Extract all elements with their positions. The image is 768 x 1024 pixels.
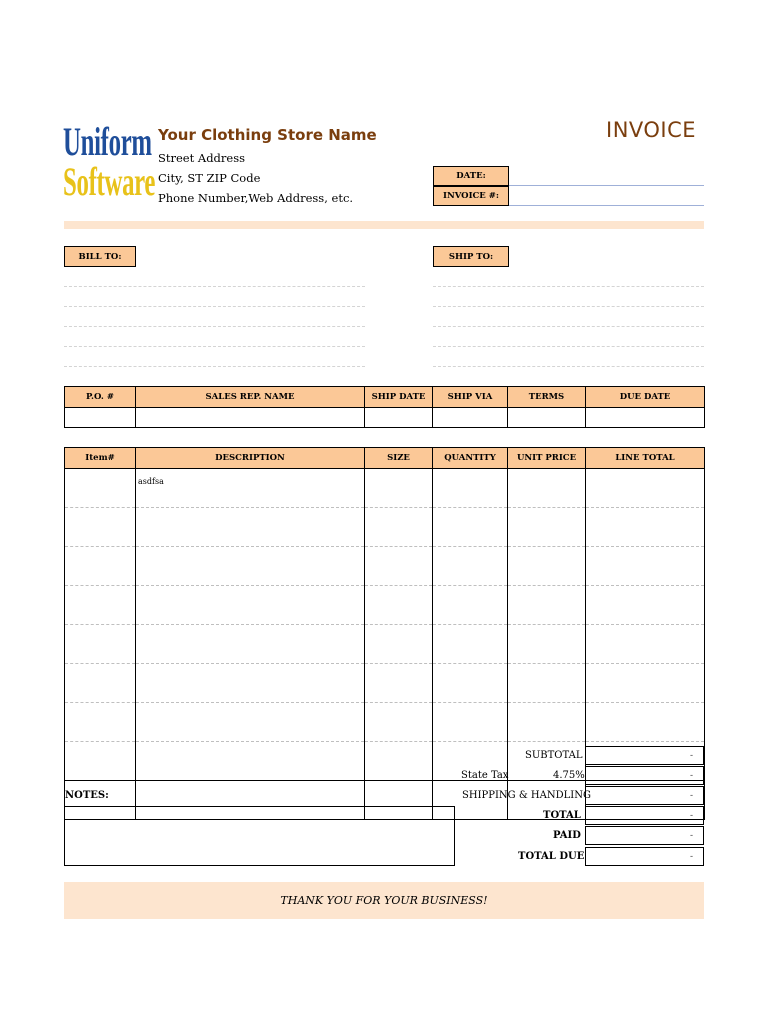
header-quantity: QUANTITY [433, 448, 508, 469]
quantity-cell[interactable] [433, 469, 508, 508]
bill-to-line-4[interactable] [64, 346, 365, 347]
header-description: DESCRIPTION [136, 448, 365, 469]
item-number-cell[interactable] [65, 586, 136, 625]
subtotal-value: - [585, 746, 704, 765]
line-total-cell[interactable] [586, 586, 705, 625]
size-cell[interactable] [365, 742, 433, 781]
size-cell[interactable] [365, 703, 433, 742]
quantity-cell[interactable] [433, 625, 508, 664]
line-total-cell[interactable] [586, 625, 705, 664]
city-state-zip: City, ST ZIP Code [158, 171, 261, 185]
table-row [65, 469, 705, 508]
line-total-cell[interactable] [586, 547, 705, 586]
header-divider-band [64, 221, 704, 229]
item-number-cell[interactable] [65, 469, 136, 508]
order-info-table [64, 386, 705, 428]
ship-to-line-4[interactable] [433, 346, 704, 347]
line-total-cell[interactable] [586, 703, 705, 742]
invoice-title: INVOICE [606, 118, 697, 142]
date-label: DATE: [433, 166, 509, 186]
total-due-label: TOTAL DUE [518, 851, 585, 862]
notes-label: NOTES: [65, 790, 109, 801]
quantity-cell[interactable] [433, 547, 508, 586]
paid-label: PAID [553, 830, 581, 841]
contact-info: Phone Number,Web Address, etc. [158, 191, 354, 205]
quantity-cell[interactable] [433, 508, 508, 547]
thank-you-banner: THANK YOU FOR YOUR BUSINESS! [64, 882, 704, 919]
size-cell[interactable] [365, 508, 433, 547]
line-total-cell[interactable] [586, 664, 705, 703]
header-sales-rep: SALES REP. NAME [136, 387, 365, 408]
description-cell[interactable] [136, 508, 365, 547]
total-value: - [585, 806, 704, 825]
total-label: TOTAL [543, 810, 581, 821]
size-cell[interactable] [365, 586, 433, 625]
ship-date-cell[interactable] [365, 408, 433, 428]
unit-price-cell[interactable] [508, 469, 586, 508]
state-tax-rate[interactable]: 4.75% [553, 770, 585, 781]
header-ship-via: SHIP VIA [433, 387, 508, 408]
description-cell[interactable] [136, 586, 365, 625]
size-cell[interactable] [365, 469, 433, 508]
sales-rep-cell[interactable] [136, 408, 365, 428]
unit-price-cell[interactable] [508, 664, 586, 703]
shipping-value[interactable]: - [585, 786, 704, 805]
unit-price-cell[interactable] [508, 625, 586, 664]
header-due-date: DUE DATE [586, 387, 705, 408]
item-number-cell[interactable] [65, 742, 136, 781]
table-row [65, 625, 705, 664]
description-cell[interactable] [136, 703, 365, 742]
state-tax-label: State Tax [461, 770, 509, 781]
header-unit-price: UNIT PRICE [508, 448, 586, 469]
total-due-value: - [585, 847, 704, 866]
item-number-cell[interactable] [65, 664, 136, 703]
date-field[interactable] [509, 166, 704, 186]
item-number-cell[interactable] [65, 625, 136, 664]
logo-line-1: Uniform [63, 119, 152, 164]
description-cell[interactable] [136, 664, 365, 703]
ship-to-line-3[interactable] [433, 326, 704, 327]
quantity-cell[interactable] [433, 703, 508, 742]
description-cell[interactable] [136, 742, 365, 781]
bill-to-line-2[interactable] [64, 306, 365, 307]
header-po-number: P.O. # [65, 387, 136, 408]
terms-cell[interactable] [508, 408, 586, 428]
bill-to-line-1[interactable] [64, 286, 365, 287]
unit-price-cell[interactable] [508, 703, 586, 742]
street-address: Street Address [158, 151, 246, 165]
item-number-cell[interactable] [65, 508, 136, 547]
unit-price-cell[interactable] [508, 547, 586, 586]
paid-value[interactable]: - [585, 826, 704, 845]
header-item-number: Item# [65, 448, 136, 469]
ship-to-line-5[interactable] [433, 366, 704, 367]
ship-to-line-2[interactable] [433, 306, 704, 307]
bill-to-line-3[interactable] [64, 326, 365, 327]
line-total-cell[interactable] [586, 469, 705, 508]
store-name: Your Clothing Store Name [158, 126, 377, 144]
size-cell[interactable] [365, 547, 433, 586]
ship-to-label: SHIP TO: [433, 246, 509, 267]
item-number-cell[interactable] [65, 547, 136, 586]
size-cell[interactable] [365, 664, 433, 703]
quantity-cell[interactable] [433, 664, 508, 703]
subtotal-label: SUBTOTAL [525, 750, 583, 761]
unit-price-cell[interactable] [508, 586, 586, 625]
header-ship-date: SHIP DATE [365, 387, 433, 408]
invoice-number-field[interactable] [509, 186, 704, 206]
size-cell[interactable] [365, 625, 433, 664]
table-row [65, 703, 705, 742]
header-line-total: LINE TOTAL [586, 448, 705, 469]
bill-to-line-5[interactable] [64, 366, 365, 367]
invoice-number-label: INVOICE #: [433, 186, 509, 206]
header-terms: TERMS [508, 387, 586, 408]
item-number-cell[interactable] [65, 703, 136, 742]
shipping-label: SHIPPING & HANDLING [462, 790, 591, 801]
company-logo [63, 119, 156, 204]
table-row [65, 664, 705, 703]
notes-box[interactable] [64, 806, 455, 866]
bill-to-label: BILL TO: [64, 246, 136, 267]
description-cell[interactable] [136, 625, 365, 664]
po-number-cell[interactable] [65, 408, 136, 428]
description-cell[interactable]: asdfsa [136, 469, 365, 508]
unit-price-cell[interactable] [508, 508, 586, 547]
ship-via-cell[interactable] [433, 408, 508, 428]
ship-to-line-1[interactable] [433, 286, 704, 287]
logo-line-2: Software [63, 159, 156, 204]
line-total-cell[interactable] [586, 508, 705, 547]
description-cell[interactable] [136, 547, 365, 586]
header-size: SIZE [365, 448, 433, 469]
state-tax-value: - [585, 766, 704, 785]
table-row [65, 547, 705, 586]
table-row [65, 508, 705, 547]
table-row [65, 586, 705, 625]
quantity-cell[interactable] [433, 586, 508, 625]
due-date-cell[interactable] [586, 408, 705, 428]
